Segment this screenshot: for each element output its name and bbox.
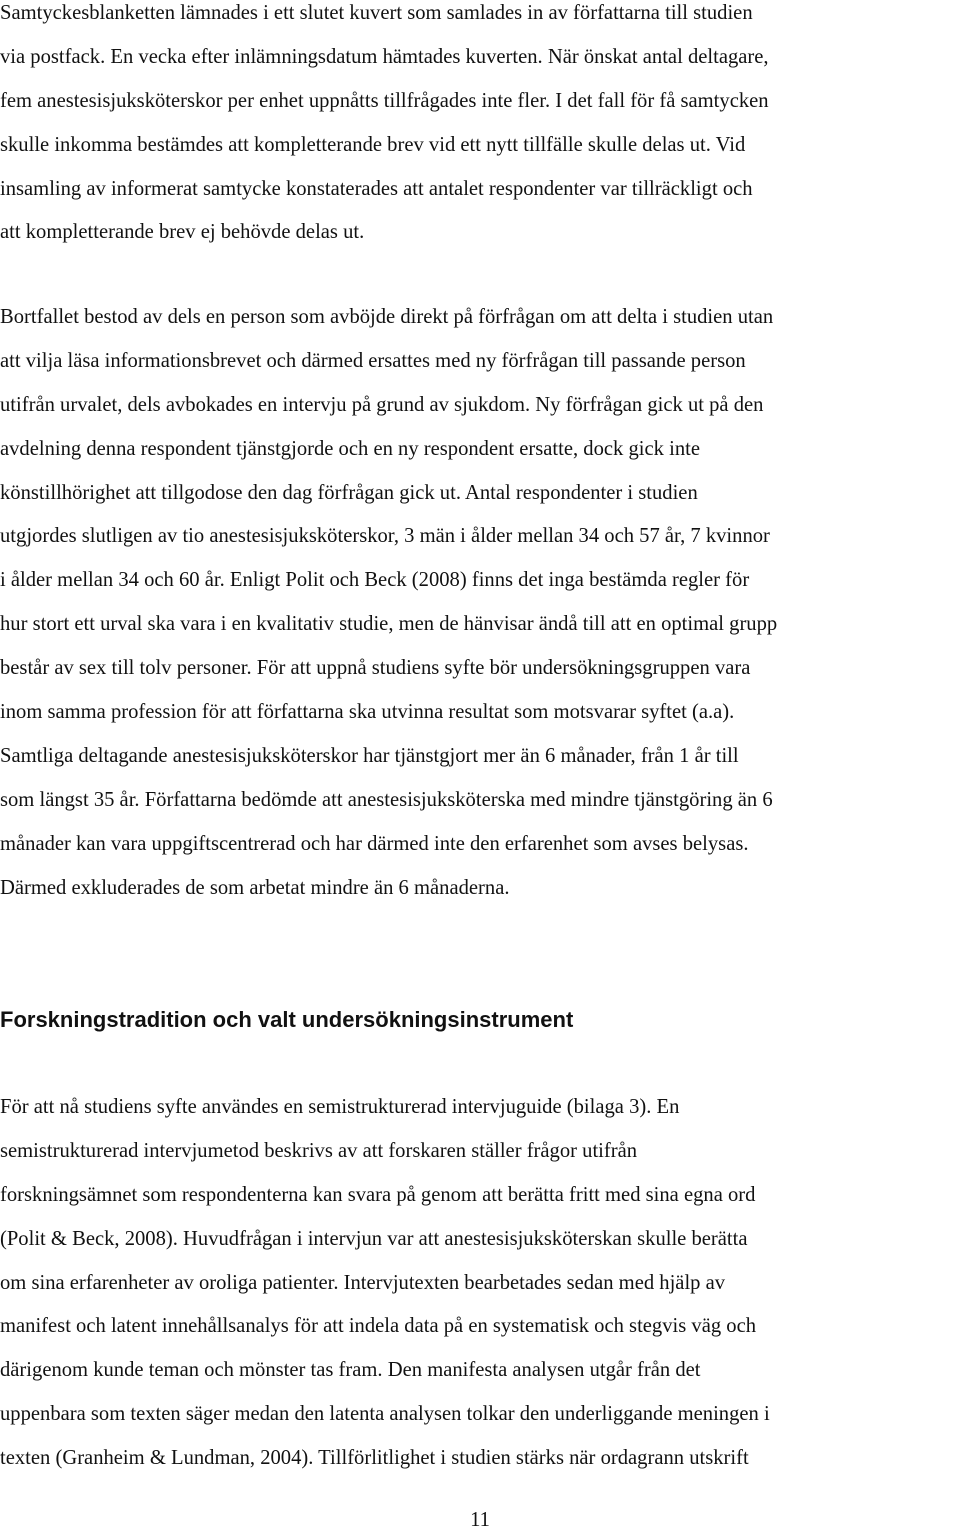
text-line: består av sex till tolv personer. För att uppnå studiens syfte bör undersökningsgruppen vara — [0, 657, 751, 680]
paragraph-dropout — [0, 296, 960, 910]
text-line: Samtyckesblanketten lämnades i ett slutet kuvert som samlades in av författarna till studien — [0, 2, 753, 24]
page-number: 11 — [470, 1509, 490, 1531]
text-line: därigenom kunde teman och mönster tas fram. Den manifesta analysen utgår från det — [0, 1359, 701, 1382]
text-line: månader kan vara uppgiftscentrerad och har därmed inte den erfarenhet som avses belysas. — [0, 832, 749, 855]
text-line: som längst 35 år. Författarna bedömde att anestesisjuksköterska med mindre tjänstgöring än 6 — [0, 788, 773, 811]
text-line: forskningsämnet som respondenterna kan svara på genom att berätta fritt med sina egna ord — [0, 1183, 756, 1206]
text-line: skulle inkomma bestämdes att kompletterande brev vid ett nytt tillfälle skulle delas ut. Vid — [0, 133, 746, 156]
text-line: fem anestesisjuksköterskor per enhet uppnåtts tillfrågades inte fler. I det fall för få samtycken — [0, 89, 769, 112]
text-line: semistrukturerad intervjumetod beskrivs av att forskaren ställer frågor utifrån — [0, 1139, 638, 1162]
text-line: texten (Granheim & Lundman, 2004). Tillförlitlighet i studien stärks när ordagrann utskrift — [0, 1447, 749, 1470]
text-line: om sina erfarenheter av oroliga patienter. Intervjutexten bearbetades sedan med hjälp av — [0, 1271, 726, 1294]
text-line: manifest och latent innehållsanalys för att indela data på en systematisk och stegvis väg och — [0, 1315, 757, 1338]
text-line: utifrån urvalet, dels avbokades en intervju på grund av sjukdom. Ny förfrågan gick ut på den — [0, 393, 764, 416]
text-line: insamling av informerat samtycke konstaterades att antalet respondenter var tillräckligt och — [0, 177, 753, 200]
text-line: inom samma profession för att författarna ska utvinna resultat som motsvarar syftet (a.a). — [0, 701, 735, 724]
text-line: För att nå studiens syfte användes en semistrukturerad intervjuguide (bilaga 3). En — [0, 1096, 680, 1118]
text-line: könstillhörighet att tillgodose den dag förfrågan gick ut. Antal respondenter i studien — [0, 481, 698, 504]
text-line: hur stort ett urval ska vara i en kvalitativ studie, men de hänvisar ändå till att en optimal grupp — [0, 613, 778, 636]
text-line: att kompletterande brev ej behövde delas ut. — [0, 221, 365, 244]
section-heading: Forskningstradition och valt undersökningsinstrument — [0, 1007, 574, 1032]
paragraph-consent-collection — [0, 0, 960, 255]
text-line: Bortfallet bestod av dels en person som avböjde direkt på förfrågan om att delta i studien utan — [0, 306, 774, 328]
text-line: Samtliga deltagande anestesisjuksköterskor har tjänstgjort mer än 6 månader, från 1 år till — [0, 744, 739, 767]
text-line: att vilja läsa informationsbrevet och därmed ersattes med ny förfrågan till passande person — [0, 349, 746, 372]
text-line: i ålder mellan 34 och 60 år. Enligt Polit och Beck (2008) finns det inga bestämda regler för — [0, 569, 750, 592]
text-line: avdelning denna respondent tjänstgjorde och en ny respondent ersatte, dock gick inte — [0, 437, 700, 460]
text-line: utgjordes slutligen av tio anestesisjuksköterskor, 3 män i ålder mellan 34 och 57 år, 7 kvinnor — [0, 525, 770, 548]
paragraph-research-instrument — [0, 1086, 960, 1481]
text-line: (Polit & Beck, 2008). Huvudfrågan i intervjun var att anestesisjuksköterskan skulle berätta — [0, 1227, 748, 1250]
text-line: via postfack. En vecka efter inlämningsdatum hämtades kuverten. När önskat antal deltagare, — [0, 45, 769, 68]
text-line: uppenbara som texten säger medan den latenta analysen tolkar den underliggande meningen i — [0, 1403, 770, 1426]
text-line: Därmed exkluderades de som arbetat mindre än 6 månaderna. — [0, 876, 510, 899]
